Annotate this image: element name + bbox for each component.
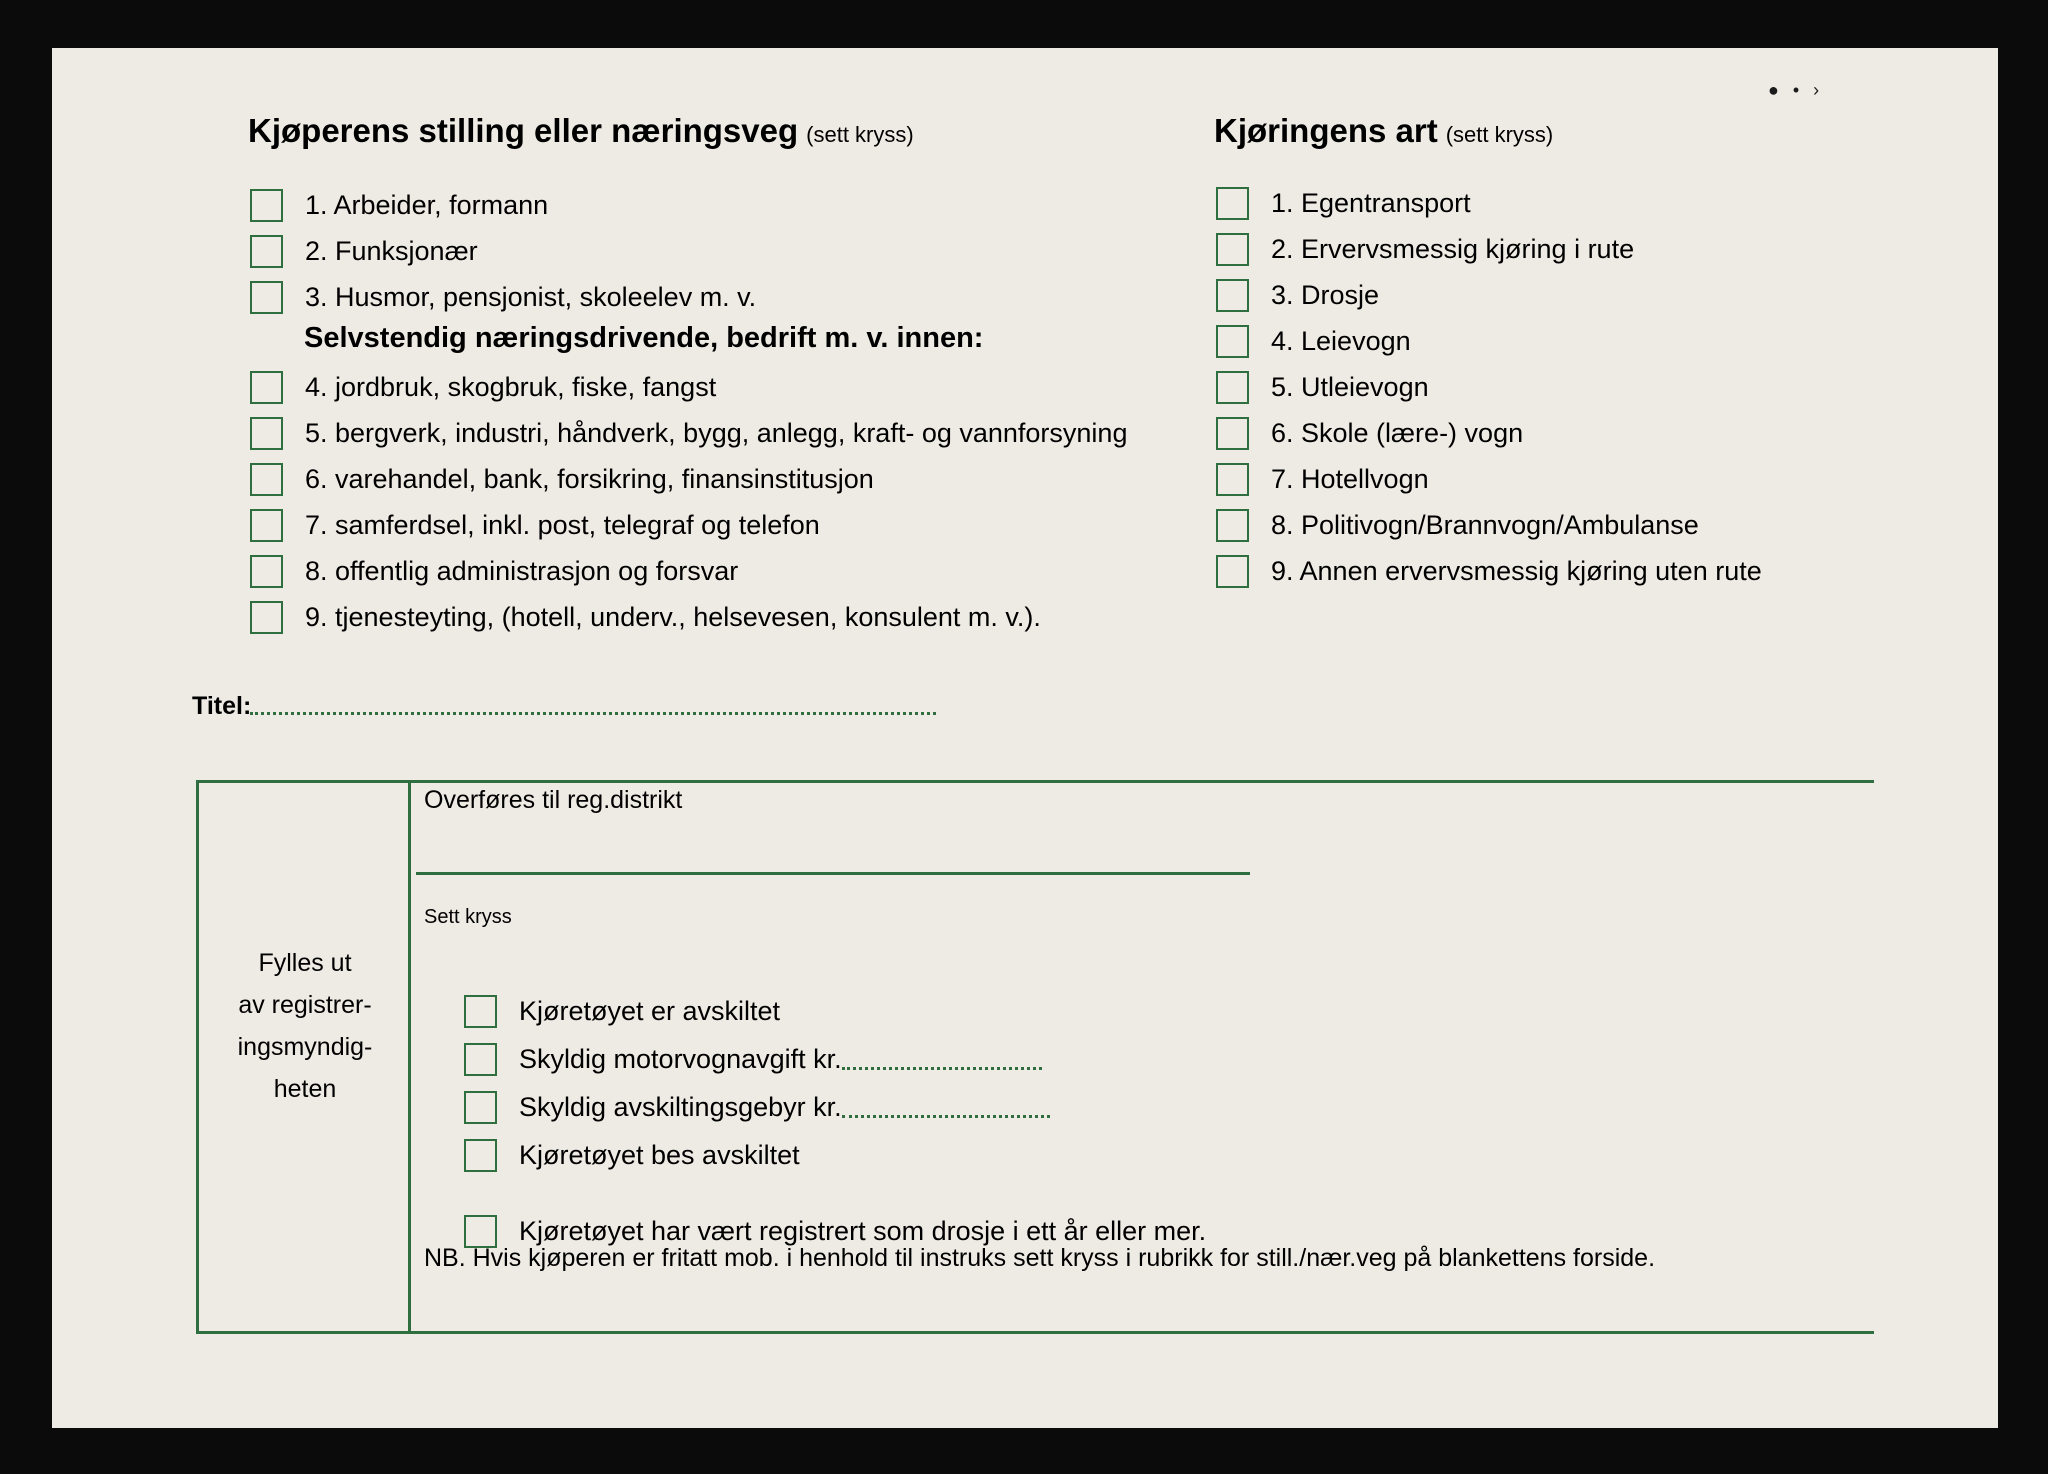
- reg-check-vehicle-tax[interactable]: Skyldig motorvognavgift kr.: [464, 1040, 1042, 1078]
- driving-option-8[interactable]: 8. Politivogn/Brannvogn/Ambulanse: [1216, 506, 1699, 544]
- checkbox[interactable]: [1216, 463, 1249, 496]
- checkbox[interactable]: [1216, 555, 1249, 588]
- mark-instruction: Sett kryss: [424, 906, 512, 928]
- checkbox[interactable]: [464, 1043, 497, 1076]
- checkbox[interactable]: [1216, 371, 1249, 404]
- occupation-option-6[interactable]: 6. varehandel, bank, forsikring, finansinstitusjon: [250, 460, 874, 498]
- driving-option-9[interactable]: 9. Annen ervervsmessig kjøring uten rute: [1216, 552, 1762, 590]
- driving-option-5[interactable]: 5. Utleievogn: [1216, 368, 1429, 406]
- amount-dotted-line[interactable]: [842, 1097, 1050, 1118]
- checkbox[interactable]: [250, 509, 283, 542]
- checkbox[interactable]: [1216, 509, 1249, 542]
- checkbox[interactable]: [250, 555, 283, 588]
- driving-option-6[interactable]: 6. Skole (lære-) vogn: [1216, 414, 1523, 452]
- nb-note: NB. Hvis kjøperen er fritatt mob. i henhold til instruks sett kryss i rubrikk for still./nær.veg på blankettens forside.: [424, 1244, 1656, 1272]
- self-employed-subheading: Selvstendig næringsdrivende, bedrift m. v. innen:: [304, 322, 984, 354]
- checkbox[interactable]: [250, 601, 283, 634]
- checkbox[interactable]: [1216, 325, 1249, 358]
- titel-label: Titel:: [192, 692, 252, 720]
- checkbox[interactable]: [1216, 187, 1249, 220]
- occupation-option-5[interactable]: 5. bergverk, industri, håndverk, bygg, anlegg, kraft- og vannforsyning: [250, 414, 1127, 452]
- registration-divider: [408, 780, 411, 1334]
- occupation-option-1[interactable]: 1. Arbeider, formann: [250, 186, 548, 224]
- driving-type-note: (sett kryss): [1445, 122, 1554, 147]
- checkbox[interactable]: [250, 281, 283, 314]
- driving-option-7[interactable]: 7. Hotellvogn: [1216, 460, 1429, 498]
- driving-option-3[interactable]: 3. Drosje: [1216, 276, 1379, 314]
- amount-dotted-line[interactable]: [842, 1049, 1042, 1070]
- checkbox[interactable]: [464, 995, 497, 1028]
- checkbox[interactable]: [464, 1091, 497, 1124]
- checkbox[interactable]: [250, 371, 283, 404]
- driving-option-1[interactable]: 1. Egentransport: [1216, 184, 1471, 222]
- corner-marks: ●•›: [1768, 80, 1834, 100]
- driving-option-4[interactable]: 4. Leievogn: [1216, 322, 1411, 360]
- occupation-option-2[interactable]: 2. Funksjonær: [250, 232, 478, 270]
- occupation-option-8[interactable]: 8. offentlig administrasjon og forsvar: [250, 552, 738, 590]
- occupation-option-4[interactable]: 4. jordbruk, skogbruk, fiske, fangst: [250, 368, 716, 406]
- buyer-occupation-note: (sett kryss): [806, 122, 914, 147]
- reg-check-taxi-one-year[interactable]: Kjøretøyet har vært registrert som drosje i ett år eller mer.: [464, 1212, 1206, 1250]
- reg-check-request-deregistration[interactable]: Kjøretøyet bes avskiltet: [464, 1136, 800, 1174]
- reg-check-deregistered[interactable]: Kjøretøyet er avskiltet: [464, 992, 780, 1030]
- transfer-district-label: Overføres til reg.distrikt: [424, 786, 683, 814]
- checkbox[interactable]: [250, 235, 283, 268]
- checkbox[interactable]: [250, 189, 283, 222]
- checkbox[interactable]: [250, 417, 283, 450]
- checkbox[interactable]: [1216, 279, 1249, 312]
- driving-option-2[interactable]: 2. Ervervsmessig kjøring i rute: [1216, 230, 1634, 268]
- reg-check-deregistration-fee[interactable]: Skyldig avskiltingsgebyr kr.: [464, 1088, 1050, 1126]
- driving-type-heading: Kjøringens art (sett kryss): [1214, 112, 1554, 149]
- checkbox[interactable]: [250, 463, 283, 496]
- checkbox[interactable]: [464, 1139, 497, 1172]
- occupation-option-9[interactable]: 9. tjenesteyting, (hotell, underv., helsevesen, konsulent m. v.).: [250, 598, 1041, 636]
- checkbox[interactable]: [1216, 233, 1249, 266]
- checkbox[interactable]: [1216, 417, 1249, 450]
- buyer-occupation-heading: Kjøperens stilling eller næringsveg (sett kryss): [248, 112, 914, 149]
- titel-input-line[interactable]: [250, 712, 936, 715]
- checkbox[interactable]: [464, 1215, 497, 1248]
- occupation-option-3[interactable]: 3. Husmor, pensjonist, skoleelev m. v.: [250, 278, 756, 316]
- transfer-district-input-line[interactable]: [416, 872, 1250, 875]
- occupation-option-7[interactable]: 7. samferdsel, inkl. post, telegraf og telefon: [250, 506, 820, 544]
- registration-side-label: Fylles ut av registrer- ingsmyndig- heten: [237, 949, 373, 1103]
